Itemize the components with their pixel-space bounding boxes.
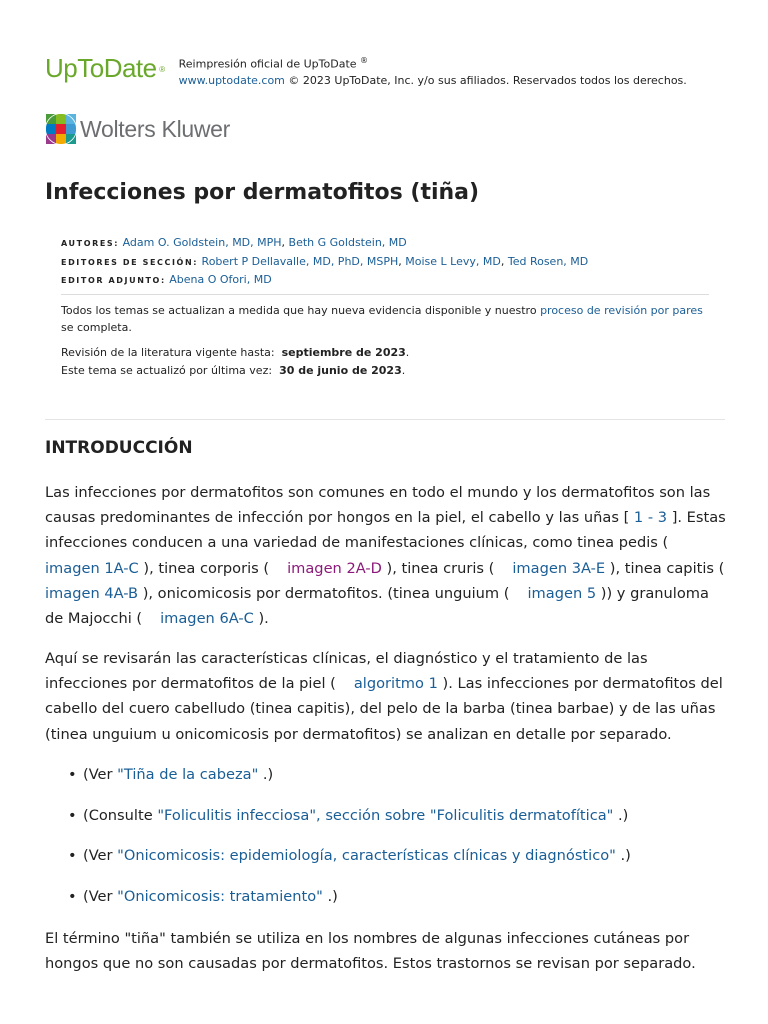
authors-label: AUTORES: bbox=[61, 239, 120, 248]
revision-dates bbox=[61, 344, 409, 379]
list-item-suffix: .) bbox=[327, 888, 338, 906]
literature-review-date: Revisión de la literatura vigente hasta: septiembre de 2023. bbox=[61, 346, 410, 359]
list-item bbox=[68, 762, 631, 803]
image-link-4a-b[interactable]: imagen 4A-B bbox=[45, 584, 139, 602]
list-item-prefix: (Consulte bbox=[83, 806, 153, 824]
copyright-text: © 2023 UpToDate, Inc. y/o sus afiliados. Reservados todos los derechos. bbox=[288, 73, 687, 87]
image-link-3a-e[interactable]: imagen 3A-E bbox=[512, 559, 606, 577]
list-item bbox=[68, 803, 631, 844]
p1-text-8: ). bbox=[258, 610, 269, 628]
intro-paragraph-3: El término "tiña" también se utiliza en los nombres de algunas infecciones cutáneas por hongos que no son causadas por dermatofitos. Estos trastornos se revisan por separado. bbox=[45, 930, 696, 973]
p1-text-6: ), onicomicosis por dermatofitos. (tinea unguium ( bbox=[142, 584, 510, 602]
deputy-editor-link[interactable]: Abena O Ofori, MD bbox=[169, 273, 272, 286]
uptodate-site-link[interactable]: www.uptodate.com bbox=[178, 73, 285, 87]
related-topics-list bbox=[68, 762, 631, 925]
section-editors-line: EDITORES DE SECCIÓN: Robert P Dellavalle, MD, PhD, MSPH, Moise L Levy, MD, Ted Rosen, MD bbox=[61, 254, 589, 268]
p1-text-2: ]. Estas infecciones conducen a una variedad de manifestaciones clínicas, como tinea pedis ( bbox=[45, 509, 726, 552]
list-item-prefix: (Ver bbox=[83, 888, 113, 906]
image-link-5[interactable]: imagen 5 bbox=[527, 584, 597, 602]
topic-link-onicomicosis-diagnostico[interactable]: "Onicomicosis: epidemiología, características clínicas y diagnóstico" bbox=[117, 847, 616, 865]
list-item-prefix: (Ver bbox=[83, 766, 113, 783]
brand-header bbox=[45, 52, 687, 89]
updated-label: Este tema se actualizó por última vez: bbox=[61, 363, 273, 377]
wolters-kluwer-text: Wolters Kluwer bbox=[80, 115, 231, 142]
peer-review-process-link[interactable]: proceso de revisión por pares bbox=[540, 304, 703, 317]
list-item-prefix: (Ver bbox=[83, 847, 113, 865]
topic-link-foliculitis[interactable]: "Foliculitis infecciosa", sección sobre "Foliculitis dermatofítica" bbox=[157, 806, 614, 824]
author-link-2[interactable]: Beth G Goldstein, MD bbox=[288, 236, 407, 249]
reprint-info bbox=[179, 52, 687, 89]
wolters-kluwer-logo-icon bbox=[45, 113, 77, 145]
deputy-editor-label: EDITOR ADJUNTO: bbox=[61, 276, 166, 285]
author-link-1[interactable]: Adam O. Goldstein, MD, MPH bbox=[122, 236, 282, 249]
list-item-suffix: .) bbox=[618, 806, 629, 824]
section-heading-introduction: INTRODUCCIÓN bbox=[45, 438, 193, 458]
uptodate-logo[interactable] bbox=[45, 52, 165, 89]
list-item-suffix: .) bbox=[262, 766, 274, 783]
p1-text-5: ), tinea capitis ( bbox=[609, 559, 725, 577]
article-credits bbox=[61, 234, 588, 290]
article-title: Infecciones por dermatofitos (tiña) bbox=[45, 180, 480, 205]
reprint-label: Reimpresión oficial de UpToDate bbox=[178, 57, 357, 71]
topic-link-onicomicosis-tratamiento[interactable]: "Onicomicosis: tratamiento" bbox=[117, 888, 323, 906]
last-updated-date: Este tema se actualizó por última vez: 30 de junio de 2023. bbox=[61, 363, 406, 377]
notice-text: Todos los temas se actualizan a medida que hay nueva evidencia disponible y nuestro bbox=[61, 304, 537, 317]
updated-date-value: 30 de junio de 2023 bbox=[279, 363, 402, 377]
p2-text-1: Aquí se revisarán las características clínicas, el diagnóstico y el tratamiento de las infecciones por dermatofitos de la piel ( bbox=[45, 650, 648, 693]
image-link-2a-d[interactable]: imagen 2A-D bbox=[287, 559, 382, 577]
p1-text-4: ), tinea cruris ( bbox=[386, 559, 495, 577]
intro-paragraph-1 bbox=[45, 480, 730, 631]
peer-review-notice bbox=[61, 302, 711, 336]
topic-link-tina-cabeza[interactable]: "Tiña de la cabeza" bbox=[117, 766, 259, 783]
credits-divider bbox=[61, 294, 709, 295]
reprint-registered-mark: ® bbox=[360, 56, 369, 65]
header-divider bbox=[45, 419, 725, 420]
wolters-kluwer-logo bbox=[45, 113, 230, 145]
list-item bbox=[68, 884, 631, 925]
image-link-6a-c[interactable]: imagen 6A-C bbox=[160, 610, 254, 628]
p2-text-2: ). Las infecciones por dermatofitos del cabello del cuero cabelludo (tinea capitis), del pelo de la barba (tinea barbae) y de las uñas (tinea unguium u onicomicosis por dermatofitos) se analizan en detalle por separado. bbox=[45, 675, 723, 743]
section-editors-label: EDITORES DE SECCIÓN: bbox=[61, 257, 199, 267]
section-editor-link-3[interactable]: Ted Rosen, MD bbox=[507, 254, 589, 268]
p1-text-3: ), tinea corporis ( bbox=[143, 559, 270, 577]
reference-link-1-3[interactable]: 1 - 3 bbox=[633, 509, 668, 527]
authors-line: AUTORES: Adam O. Goldstein, MD, MPH, Beth G Goldstein, MD bbox=[61, 236, 407, 249]
list-item bbox=[68, 843, 631, 884]
p1-text-1: Las infecciones por dermatofitos son comunes en todo el mundo y los dermatofitos son las causas predominantes de infección por hongos en la piel, el cabello y las uñas [ bbox=[45, 484, 711, 527]
deputy-editor-line bbox=[61, 271, 588, 290]
notice-end-text: se completa. bbox=[61, 321, 132, 334]
algorithm-link-1[interactable]: algoritmo 1 bbox=[353, 675, 438, 693]
uptodate-registered-mark: ® bbox=[159, 65, 165, 74]
intro-paragraph-2 bbox=[45, 646, 730, 747]
review-label: Revisión de la literatura vigente hasta: bbox=[61, 346, 275, 359]
review-date-value: septiembre de 2023 bbox=[281, 346, 406, 359]
image-link-1a-c[interactable]: imagen 1A-C bbox=[45, 559, 139, 577]
section-editor-link-2[interactable]: Moise L Levy, MD bbox=[405, 254, 501, 268]
p1-text-7: )) y granuloma de Majocchi ( bbox=[45, 584, 709, 628]
uptodate-logo-text: UpToDate bbox=[45, 53, 157, 83]
list-item-suffix: .) bbox=[620, 847, 631, 865]
section-editor-link-1[interactable]: Robert P Dellavalle, MD, PhD, MSPH bbox=[201, 254, 399, 268]
